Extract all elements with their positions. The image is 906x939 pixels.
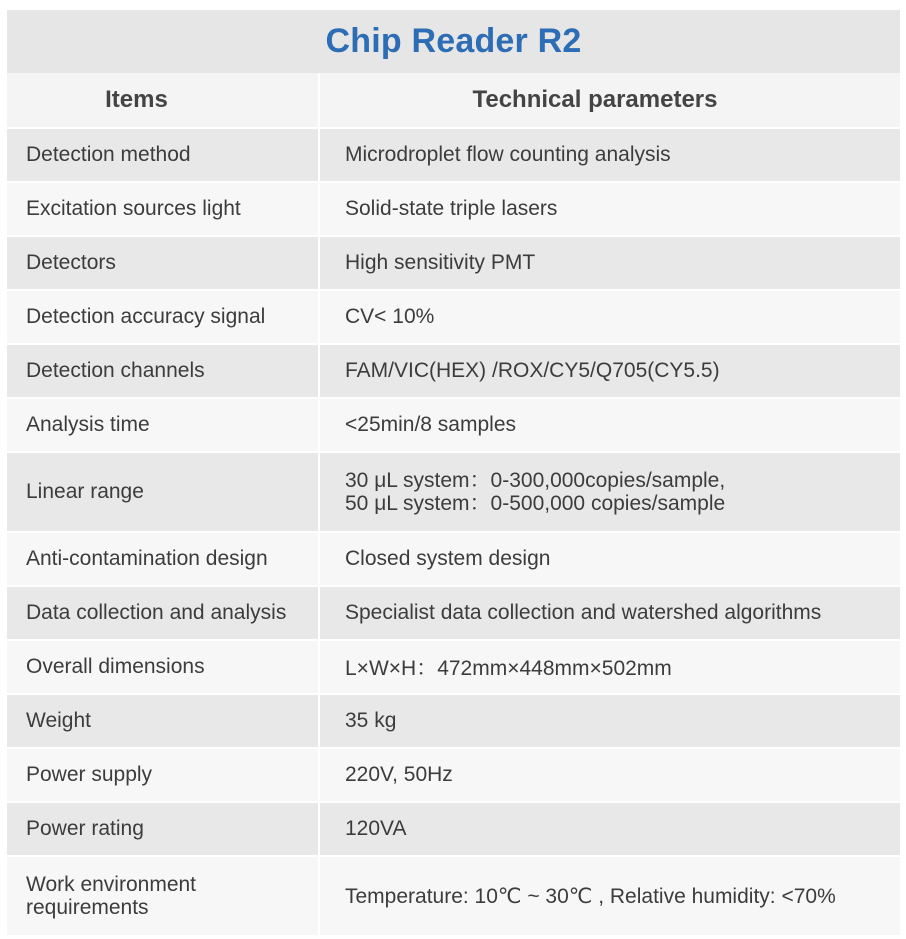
value-cell: High sensitivity PMT	[320, 237, 900, 289]
item-cell: Anti-contamination design	[7, 533, 318, 585]
value-cell: Temperature: 10℃ ~ 30℃ , Relative humidity: <70%	[320, 857, 900, 935]
table-row	[7, 291, 900, 343]
table-row	[7, 129, 900, 181]
table-row	[7, 803, 900, 855]
item-lines	[26, 873, 196, 919]
item-line: Work environment	[26, 873, 197, 896]
item-cell: Detectors	[7, 237, 318, 289]
spec-table	[7, 10, 900, 935]
value-cell: 35 kg	[320, 695, 900, 747]
table-row	[7, 857, 900, 935]
item-line: requirements	[26, 896, 149, 919]
item-cell: Analysis time	[7, 399, 318, 451]
value-cell: FAM/VIC(HEX) /ROX/CY5/Q705(CY5.5)	[320, 345, 900, 397]
item-cell: Detection method	[7, 129, 318, 181]
value-cell: 120VA	[320, 803, 900, 855]
item-cell	[7, 857, 318, 935]
value-cell: 220V, 50Hz	[320, 749, 900, 801]
value-cell	[320, 453, 900, 531]
table-row	[7, 587, 900, 639]
table-row	[7, 641, 900, 693]
item-cell: Linear range	[7, 453, 318, 531]
table-row	[7, 749, 900, 801]
item-cell: Data collection and analysis	[7, 587, 318, 639]
header-items: Items	[7, 73, 318, 127]
value-line: 50 μL system：0-500,000 copies/sample	[345, 492, 726, 515]
value-cell: <25min/8 samples	[320, 399, 900, 451]
value-cell: Microdroplet flow counting analysis	[320, 129, 900, 181]
value-cell: L×W×H：472mm×448mm×502mm	[320, 641, 900, 693]
table-row	[7, 695, 900, 747]
table-row	[7, 399, 900, 451]
table-row	[7, 533, 900, 585]
page-title: Chip Reader R2	[325, 22, 582, 60]
value-cell: Specialist data collection and watershed algorithms	[320, 587, 900, 639]
table-header	[7, 73, 900, 127]
table-row	[7, 345, 900, 397]
item-cell: Power supply	[7, 749, 318, 801]
value-cell: CV< 10%	[320, 291, 900, 343]
value-lines	[345, 469, 725, 515]
item-cell: Power rating	[7, 803, 318, 855]
header-parameters: Technical parameters	[320, 73, 900, 127]
item-cell: Detection accuracy signal	[7, 291, 318, 343]
item-cell: Weight	[7, 695, 318, 747]
item-cell: Excitation sources light	[7, 183, 318, 235]
title-bar	[7, 10, 900, 73]
value-line: 30 μL system：0-300,000copies/sample,	[345, 469, 726, 492]
item-cell: Detection channels	[7, 345, 318, 397]
value-cell: Closed system design	[320, 533, 900, 585]
table-row	[7, 453, 900, 531]
table-row	[7, 237, 900, 289]
item-cell: Overall dimensions	[7, 641, 318, 693]
table-row	[7, 183, 900, 235]
value-cell: Solid-state triple lasers	[320, 183, 900, 235]
